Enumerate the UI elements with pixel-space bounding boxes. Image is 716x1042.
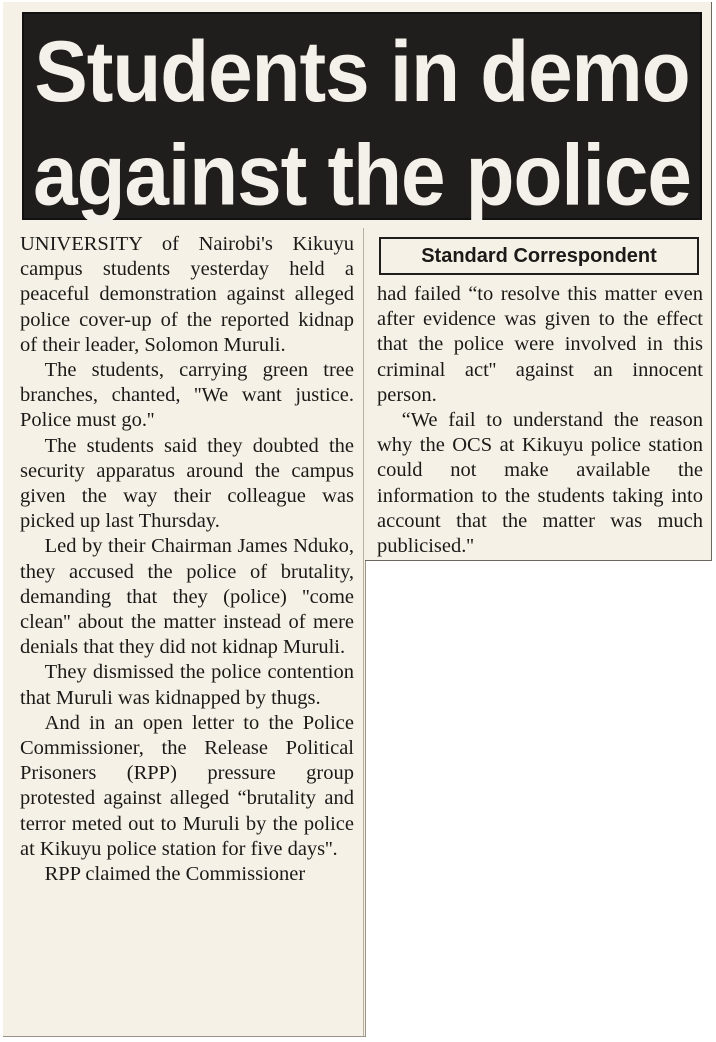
clipping-right-edge (711, 2, 712, 560)
headline-line-2: against the police (33, 126, 691, 224)
paragraph: And in an open letter to the Police Commissioner, the Release Political Prisoners (RPP) pressure group protested against alleged “brutality and terror meted out to Muruli by the police at Kikuyu police station for five days''. (20, 711, 354, 860)
headline (24, 20, 700, 227)
paragraph: The students, carrying green tree branches, chanted, ''We want justice. Police must go.'' (20, 359, 354, 432)
paragraph: UNIVERSITY of Nairobi's Kikuyu campus students yesterday held a peaceful demonstration against alleged police cover-up of the reported kidnap of their leader, Solomon Muruli. (20, 233, 354, 356)
clipping-cut-edge (365, 560, 712, 561)
article-column-right (377, 282, 703, 559)
headline-line-1: Students in demo (34, 23, 690, 120)
paragraph: RPP claimed the Commissioner (44, 863, 306, 886)
paragraph: Led by their Chairman James Nduko, they accused the police of brutality, demanding that they (police) ''come clean'' about the matter instead of mere denials that they did not kidnap Muruli. (20, 535, 354, 659)
paragraph: had failed “to resolve this matter even after evidence was given to the effect that the police were involved in this criminal act'' against an innocent person. (377, 283, 703, 406)
paragraph: They dismissed the police contention that Muruli was kidnapped by thugs. (20, 661, 354, 709)
column-divider (363, 228, 364, 1036)
byline: Standard Correspondent (379, 237, 699, 275)
headline-banner (22, 12, 702, 224)
article-column-left (20, 232, 354, 887)
paragraph: “We fail to understand the reason why the OCS at Kikuyu police station could not make available the information to the students taking into account that the matter was much publicised.'' (377, 409, 703, 558)
paragraph: The students said they doubted the security apparatus around the campus given the way their colleague was picked up last Thursday. (20, 434, 354, 533)
